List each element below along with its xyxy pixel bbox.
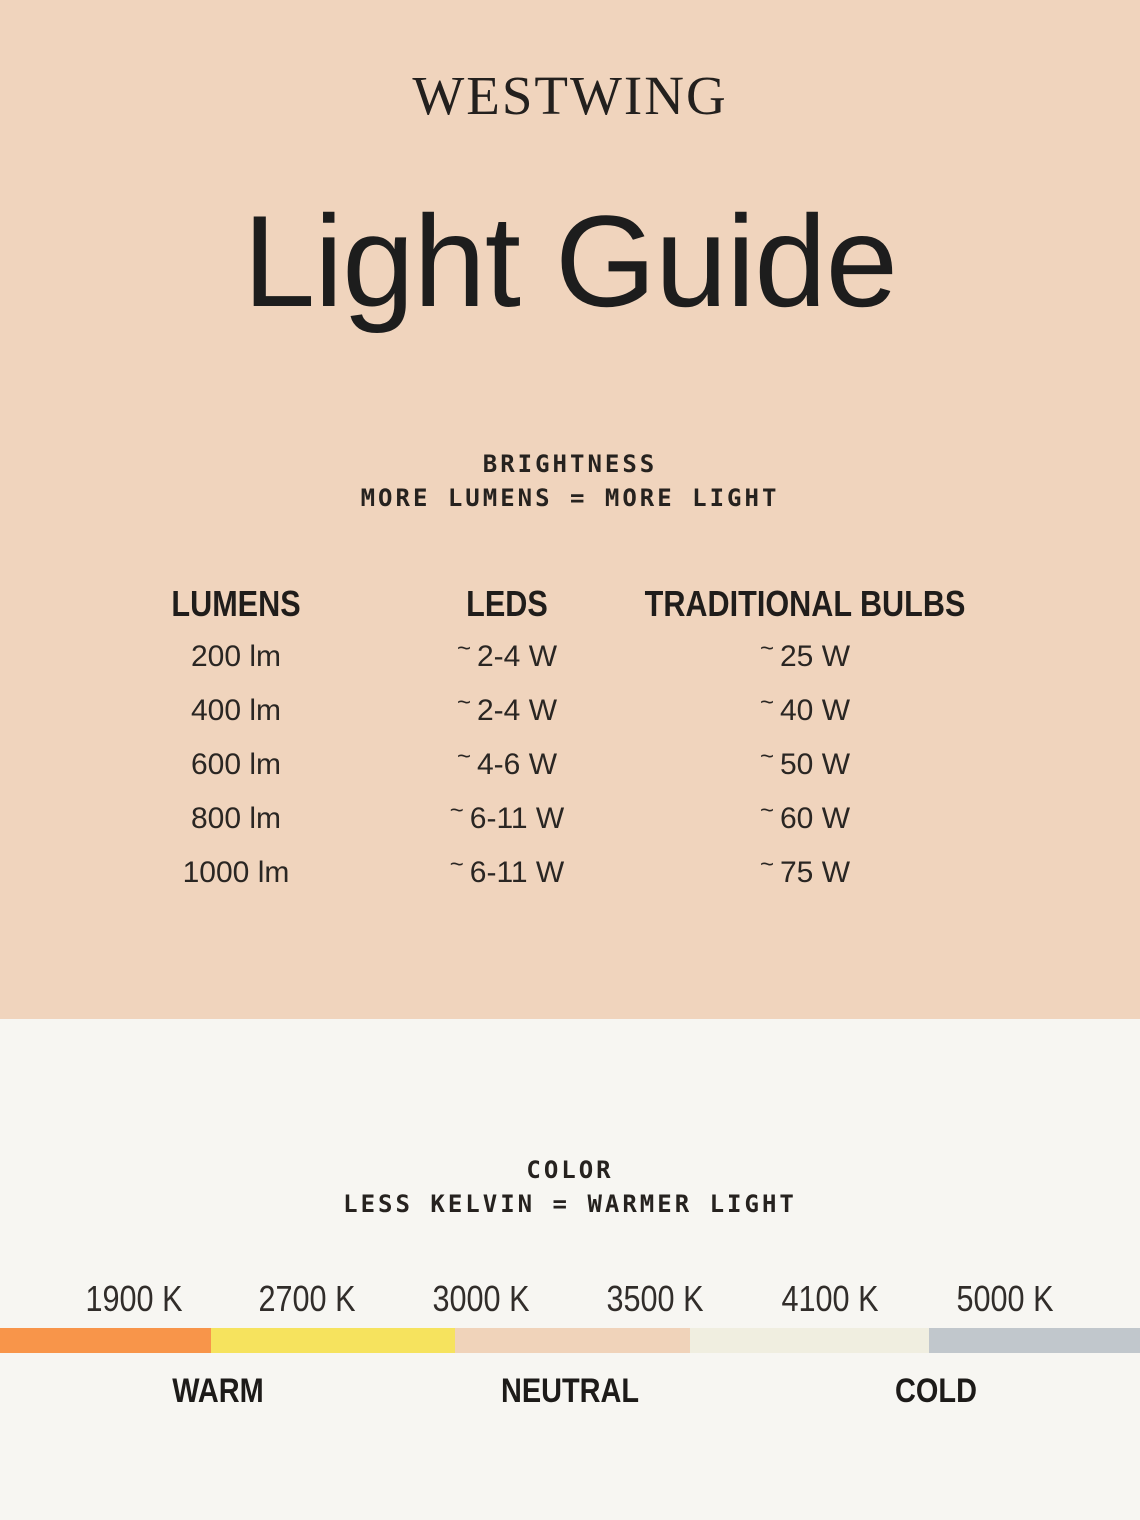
traditional-value [638,792,972,846]
lumens-value: 200 lm [190,640,282,673]
column-header-lumens: LUMENS [171,583,301,624]
kelvin-label-4100: 4100 K [781,1278,879,1319]
color-temperature-bar [0,1328,1140,1353]
traditional-watts: 40 W [779,694,851,727]
leds-watts: 6-11 W [469,802,565,835]
temp-label-neutral: NEUTRAL [500,1372,640,1410]
bar-segment-neutral-peach [455,1328,690,1353]
leds-watts: 2-4 W [477,640,558,673]
bar-segment-cold-gray [929,1328,1140,1353]
approx-symbol: ~ [759,797,774,824]
leds-watts: 6-11 W [469,856,565,889]
approx-symbol: ~ [759,689,774,716]
color-section-background [0,1019,1140,1520]
temp-label-warm: WARM [171,1372,264,1410]
approx-symbol: ~ [449,851,464,878]
approx-symbol: ~ [449,797,464,824]
bar-segment-warm-orange [0,1328,211,1353]
traditional-watts: 60 W [779,802,851,835]
kelvin-label-1900: 1900 K [85,1278,183,1319]
brightness-subheading: MORE LUMENS = MORE LIGHT [360,484,780,512]
traditional-value [638,846,972,900]
approx-symbol: ~ [456,635,471,662]
lumens-value: 600 lm [190,748,282,781]
approx-symbol: ~ [759,743,774,770]
approx-symbol: ~ [456,743,471,770]
leds-value [376,738,638,792]
column-header-leds: LEDS [466,583,548,624]
traditional-watts: 75 W [779,856,851,889]
kelvin-label-2700: 2700 K [258,1278,356,1319]
leds-value [376,846,638,900]
column-header-traditional-bulbs: TRADITIONAL BULBS [644,583,966,624]
traditional-value [638,738,972,792]
leds-watts: 2-4 W [477,694,558,727]
bar-segment-neutral-cream [690,1328,929,1353]
kelvin-label-5000: 5000 K [956,1278,1054,1319]
approx-symbol: ~ [456,689,471,716]
approx-symbol: ~ [759,851,774,878]
color-subheading: LESS KELVIN = WARMER LIGHT [343,1190,797,1218]
traditional-value [638,684,972,738]
approx-symbol: ~ [759,635,774,662]
traditional-watts: 25 W [779,640,851,673]
brand-logo: WESTWING [412,65,728,126]
lumens-value: 400 lm [190,694,282,727]
leds-value [376,684,638,738]
leds-value [376,630,638,684]
brightness-table [96,578,972,900]
kelvin-label-3000: 3000 K [432,1278,530,1319]
brightness-heading: BRIGHTNESS [482,450,658,478]
leds-watts: 4-6 W [477,748,558,781]
kelvin-label-3500: 3500 K [606,1278,704,1319]
color-heading: COLOR [526,1156,614,1184]
temp-label-cold: COLD [894,1372,977,1410]
traditional-watts: 50 W [779,748,851,781]
leds-value [376,792,638,846]
lumens-value: 800 lm [190,802,282,835]
page-title: Light Guide [243,188,897,334]
traditional-value [638,630,972,684]
lumens-value: 1000 lm [182,856,290,889]
bar-segment-warm-yellow [211,1328,455,1353]
